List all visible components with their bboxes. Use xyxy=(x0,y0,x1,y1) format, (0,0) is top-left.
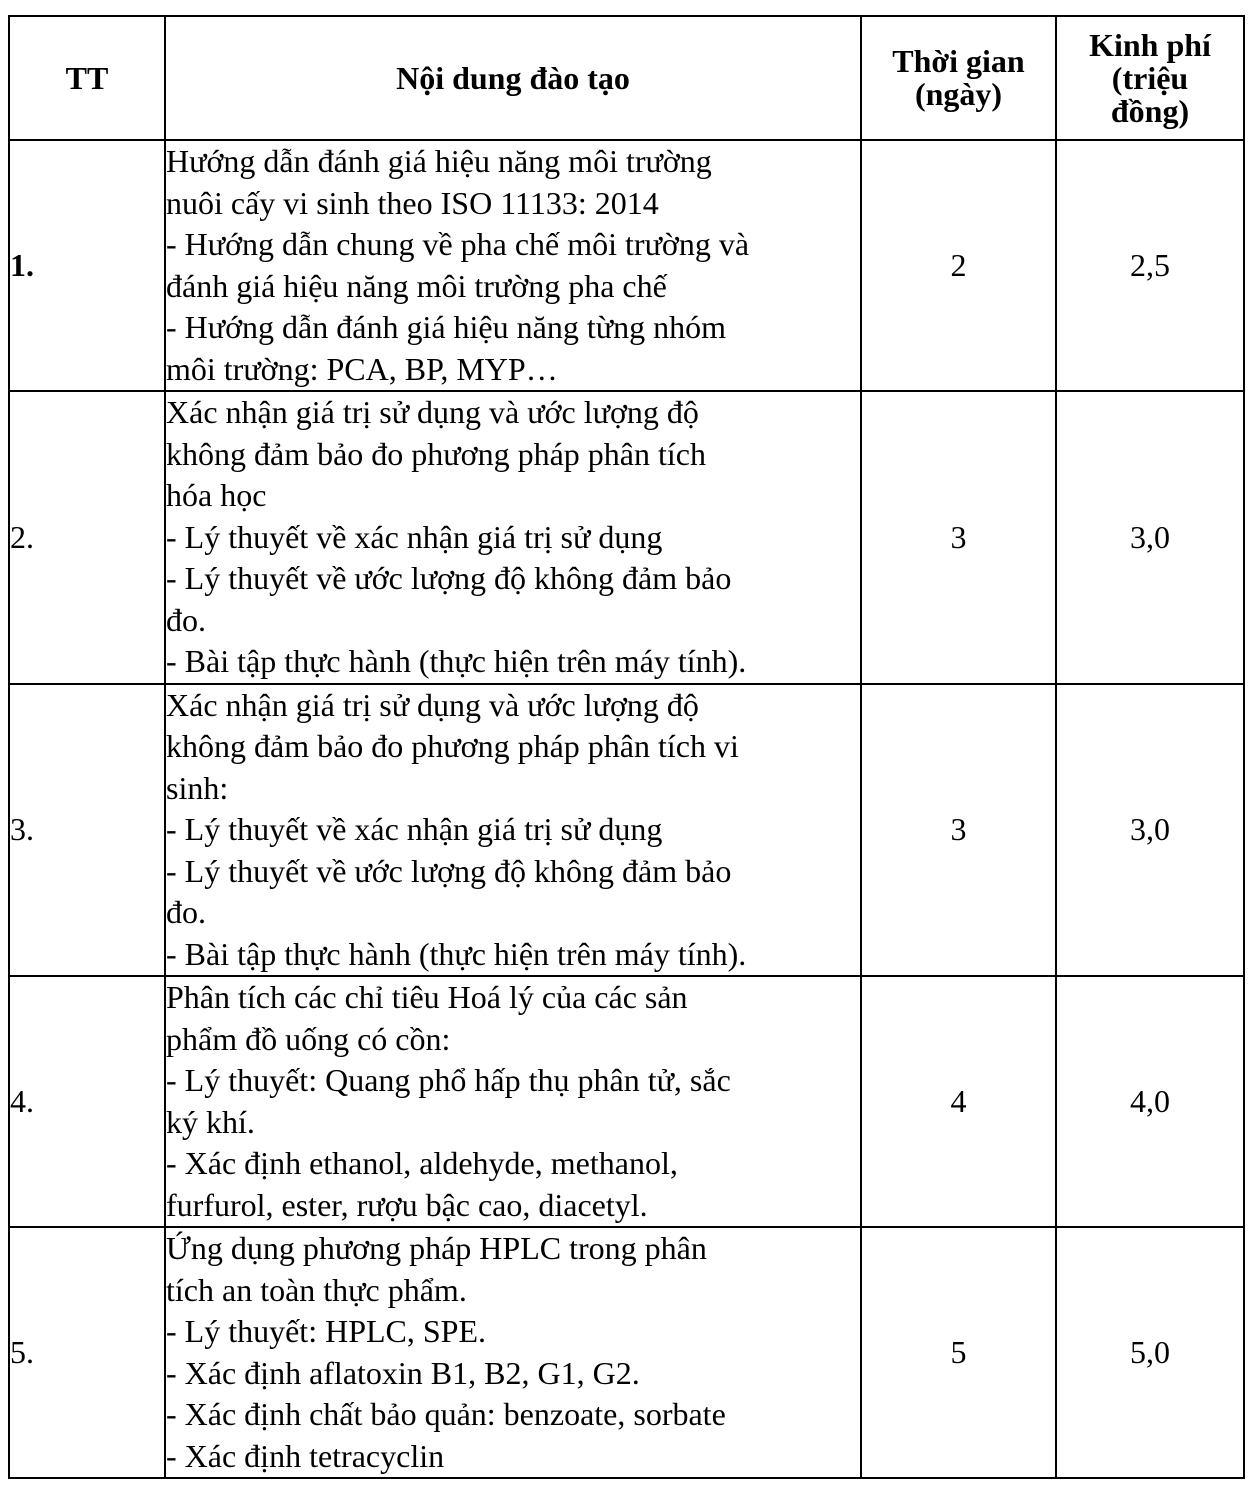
content-line: tích an toàn thực phẩm. xyxy=(166,1271,467,1308)
content-line: Hướng dẫn đánh giá hiệu năng môi trường xyxy=(166,143,712,179)
content-line: Xác nhận giá trị sử dụng và ước lượng độ xyxy=(166,394,699,430)
row-content xyxy=(165,976,861,1227)
header-time xyxy=(861,16,1056,140)
row-number: 1. xyxy=(9,140,165,391)
row-time: 3 xyxy=(861,684,1056,977)
content-line: Xác nhận giá trị sử dụng và ước lượng độ xyxy=(166,686,699,723)
content-line: - Xác định chất bảo quản: benzoate, sorbate xyxy=(166,1396,726,1432)
header-cost xyxy=(1056,16,1244,140)
content-line: - Bài tập thực hành (thực hiện trên máy tính). xyxy=(166,935,747,972)
content-line: - Lý thuyết: Quang phổ hấp thụ phân tử, sắc xyxy=(166,1062,731,1098)
header-time-line: (ngày) xyxy=(914,76,1003,112)
header-cost-line: đồng) xyxy=(1110,92,1190,129)
header-cost-line: (triệu xyxy=(1111,59,1189,96)
header-time-line: Thời gian xyxy=(892,43,1025,79)
row-cost: 5,0 xyxy=(1056,1227,1244,1478)
content-line: - Xác định ethanol, aldehyde, methanol, xyxy=(166,1145,678,1181)
content-line: - Hướng dẫn chung về pha chế môi trường và xyxy=(166,226,750,262)
header-row xyxy=(9,16,1244,140)
training-table xyxy=(8,15,1245,1479)
content-line: ký khí. xyxy=(166,1103,255,1140)
row-cost: 3,0 xyxy=(1056,391,1244,684)
table-row xyxy=(9,1227,1244,1478)
content-line: đo. xyxy=(166,894,206,930)
header-tt: TT xyxy=(9,16,165,140)
content-line: phẩm đồ uống có cồn: xyxy=(166,1020,451,1057)
table-row xyxy=(9,684,1244,977)
table-row xyxy=(9,391,1244,684)
content-line: - Lý thuyết về ước lượng độ không đảm bảo xyxy=(166,560,732,596)
row-content xyxy=(165,1227,861,1478)
row-time: 4 xyxy=(861,976,1056,1227)
header-content: Nội dung đào tạo xyxy=(165,16,861,140)
content-line: Ứng dụng phương pháp HPLC trong phân xyxy=(166,1230,707,1266)
content-line: - Lý thuyết về xác nhận giá trị sử dụng xyxy=(166,811,663,847)
content-line: không đảm bảo đo phương pháp phân tích xyxy=(166,435,706,472)
content-line: - Hướng dẫn đánh giá hiệu năng từng nhóm xyxy=(166,309,726,345)
content-line: Phân tích các chỉ tiêu Hoá lý của các sản xyxy=(166,979,688,1015)
content-line: không đảm bảo đo phương pháp phân tích vi xyxy=(166,728,739,764)
content-line: hóa học xyxy=(166,477,267,513)
row-number: 2. xyxy=(9,391,165,684)
row-cost: 2,5 xyxy=(1056,140,1244,391)
content-line: - Lý thuyết về ước lượng độ không đảm bảo xyxy=(166,852,732,889)
content-line: nuôi cấy vi sinh theo ISO 11133: 2014 xyxy=(166,184,659,221)
row-content xyxy=(165,391,861,684)
content-line: - Lý thuyết về xác nhận giá trị sử dụng xyxy=(166,518,663,555)
table-row xyxy=(9,976,1244,1227)
content-line: furfurol, ester, rượu bậc cao, diacetyl. xyxy=(166,1186,648,1223)
row-number: 3. xyxy=(9,684,165,977)
row-number: 4. xyxy=(9,976,165,1227)
content-line: đo. xyxy=(166,601,206,638)
content-line: - Bài tập thực hành (thực hiện trên máy tính). xyxy=(166,643,747,679)
content-line: sinh: xyxy=(166,769,229,806)
row-cost: 4,0 xyxy=(1056,976,1244,1227)
content-line: đánh giá hiệu năng môi trường pha chế xyxy=(166,267,667,304)
content-line: - Xác định aflatoxin B1, B2, G1, G2. xyxy=(166,1354,640,1391)
content-line: môi trường: PCA, BP, MYP… xyxy=(166,350,558,387)
content-line: - Lý thuyết: HPLC, SPE. xyxy=(166,1313,487,1349)
row-cost: 3,0 xyxy=(1056,684,1244,977)
row-content xyxy=(165,684,861,977)
row-number: 5. xyxy=(9,1227,165,1478)
row-time: 5 xyxy=(861,1227,1056,1478)
row-time: 2 xyxy=(861,140,1056,391)
table-row xyxy=(9,140,1244,391)
content-line: - Xác định tetracyclin xyxy=(166,1437,445,1474)
row-time: 3 xyxy=(861,391,1056,684)
header-cost-line: Kinh phí xyxy=(1089,26,1211,63)
row-content xyxy=(165,140,861,391)
